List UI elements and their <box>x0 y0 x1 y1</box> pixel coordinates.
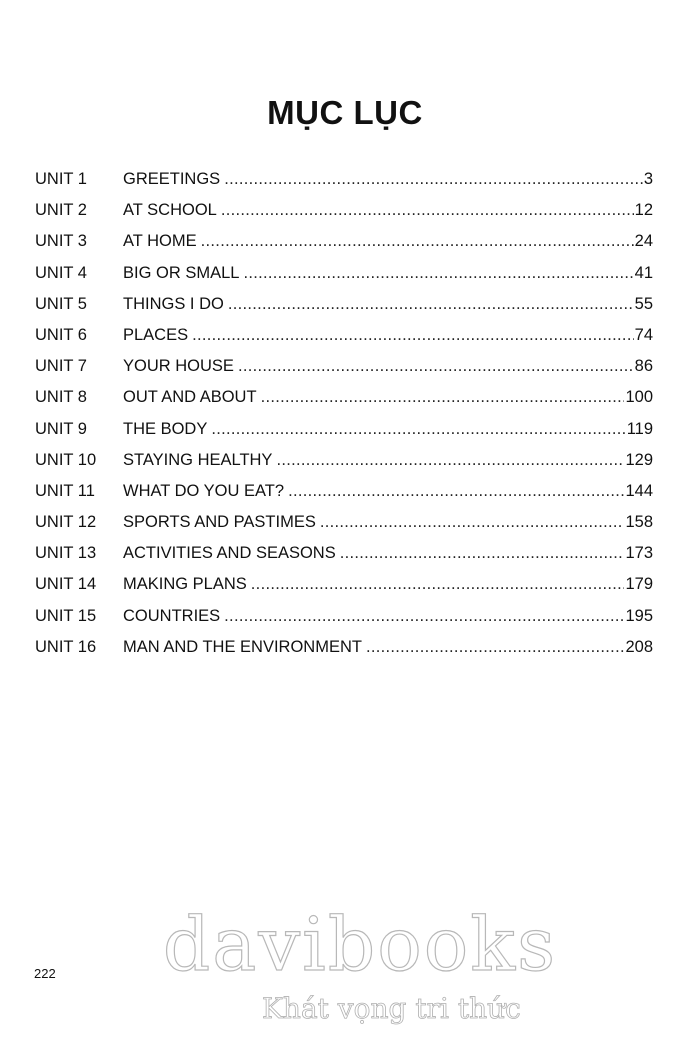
toc-row <box>35 164 653 195</box>
toc-unit-title: THE BODY <box>123 419 208 438</box>
toc-dot-leader <box>192 320 634 351</box>
toc-row <box>35 414 653 445</box>
toc-page-number: 173 <box>625 544 653 563</box>
toc-dot-leader <box>221 195 634 226</box>
toc-page-number: 179 <box>625 575 653 594</box>
toc-dot-leader <box>340 538 625 569</box>
page-title: MỤC LỤC <box>267 94 423 131</box>
toc-dot-leader <box>288 476 624 507</box>
toc-page-number: 100 <box>625 388 653 407</box>
toc-row <box>35 289 653 320</box>
toc-unit-title: MAN AND THE ENVIRONMENT <box>123 637 362 656</box>
toc-row <box>35 226 653 257</box>
toc-unit-title: COUNTRIES <box>123 606 221 625</box>
toc-dot-leader <box>276 445 624 476</box>
toc-unit-title: MAKING PLANS <box>123 575 247 594</box>
toc-unit-label: UNIT 14 <box>35 575 97 594</box>
toc-unit-title: AT SCHOOL <box>123 201 217 220</box>
toc-unit-title: THINGS I DO <box>123 294 224 313</box>
toc-page-number: 86 <box>634 357 653 376</box>
toc-dot-leader <box>366 632 625 663</box>
toc-dot-leader <box>243 258 633 289</box>
toc-page-number: 208 <box>625 637 653 656</box>
page-number: 222 <box>34 966 56 981</box>
table-of-contents <box>35 164 653 663</box>
toc-unit-title: STAYING HEALTHY <box>123 450 273 469</box>
toc-unit-title: GREETINGS <box>123 170 221 188</box>
toc-unit-label: UNIT 6 <box>35 325 87 344</box>
toc-unit-title: SPORTS AND PASTIMES <box>123 513 316 532</box>
toc-dot-leader <box>211 414 625 445</box>
toc-page-number: 195 <box>625 606 653 625</box>
toc-row <box>35 320 653 351</box>
toc-unit-title: YOUR HOUSE <box>123 357 234 376</box>
toc-page-number: 24 <box>634 232 653 251</box>
toc-row <box>35 538 653 569</box>
toc-unit-label: UNIT 1 <box>35 170 87 188</box>
toc-page-number: 55 <box>634 294 653 313</box>
toc-unit-title: WHAT DO YOU EAT? <box>123 481 285 500</box>
toc-unit-title: AT HOME <box>123 232 197 251</box>
toc-dot-leader <box>224 164 643 195</box>
toc-page-number: 12 <box>634 201 653 220</box>
toc-page-number: 3 <box>643 170 653 188</box>
toc-unit-title: OUT AND ABOUT <box>123 388 257 407</box>
toc-unit-label: UNIT 4 <box>35 263 87 282</box>
toc-row <box>35 382 653 413</box>
toc-row <box>35 569 653 600</box>
toc-row <box>35 195 653 226</box>
toc-dot-leader <box>228 289 634 320</box>
toc-dot-leader <box>224 601 624 632</box>
watermark-tagline: Khát vọng tri thức <box>262 992 521 1025</box>
toc-unit-label: UNIT 10 <box>35 450 97 469</box>
toc-page-number: 129 <box>625 450 653 469</box>
toc-row <box>35 632 653 663</box>
toc-page-number: 144 <box>625 481 653 500</box>
toc-unit-label: UNIT 11 <box>35 481 95 500</box>
toc-page-number: 158 <box>625 513 653 532</box>
toc-page-number: 74 <box>634 325 653 344</box>
toc-dot-leader <box>261 382 625 413</box>
toc-dot-leader <box>238 351 634 382</box>
toc-row <box>35 445 653 476</box>
toc-unit-label: UNIT 15 <box>35 606 97 625</box>
toc-unit-label: UNIT 16 <box>35 637 97 656</box>
toc-page-number: 119 <box>626 419 653 438</box>
toc-unit-label: UNIT 9 <box>35 419 87 438</box>
toc-dot-leader <box>201 226 634 257</box>
toc-unit-label: UNIT 5 <box>35 294 87 313</box>
toc-page-number: 41 <box>634 263 653 282</box>
toc-unit-label: UNIT 8 <box>35 388 87 407</box>
toc-unit-title: BIG OR SMALL <box>123 263 240 282</box>
toc-row <box>35 258 653 289</box>
toc-unit-label: UNIT 7 <box>35 357 87 376</box>
toc-unit-title: ACTIVITIES AND SEASONS <box>123 544 336 563</box>
toc-unit-title: PLACES <box>123 325 189 344</box>
toc-unit-label: UNIT 12 <box>35 513 97 532</box>
toc-row <box>35 476 653 507</box>
toc-unit-label: UNIT 13 <box>35 544 97 563</box>
watermark-brand: davibooks <box>162 902 558 988</box>
toc-row <box>35 507 653 538</box>
toc-unit-label: UNIT 3 <box>35 232 87 251</box>
watermark <box>150 900 570 1025</box>
toc-dot-leader <box>320 507 625 538</box>
toc-dot-leader <box>251 569 625 600</box>
toc-row <box>35 351 653 382</box>
toc-row <box>35 601 653 632</box>
toc-unit-label: UNIT 2 <box>35 201 87 220</box>
